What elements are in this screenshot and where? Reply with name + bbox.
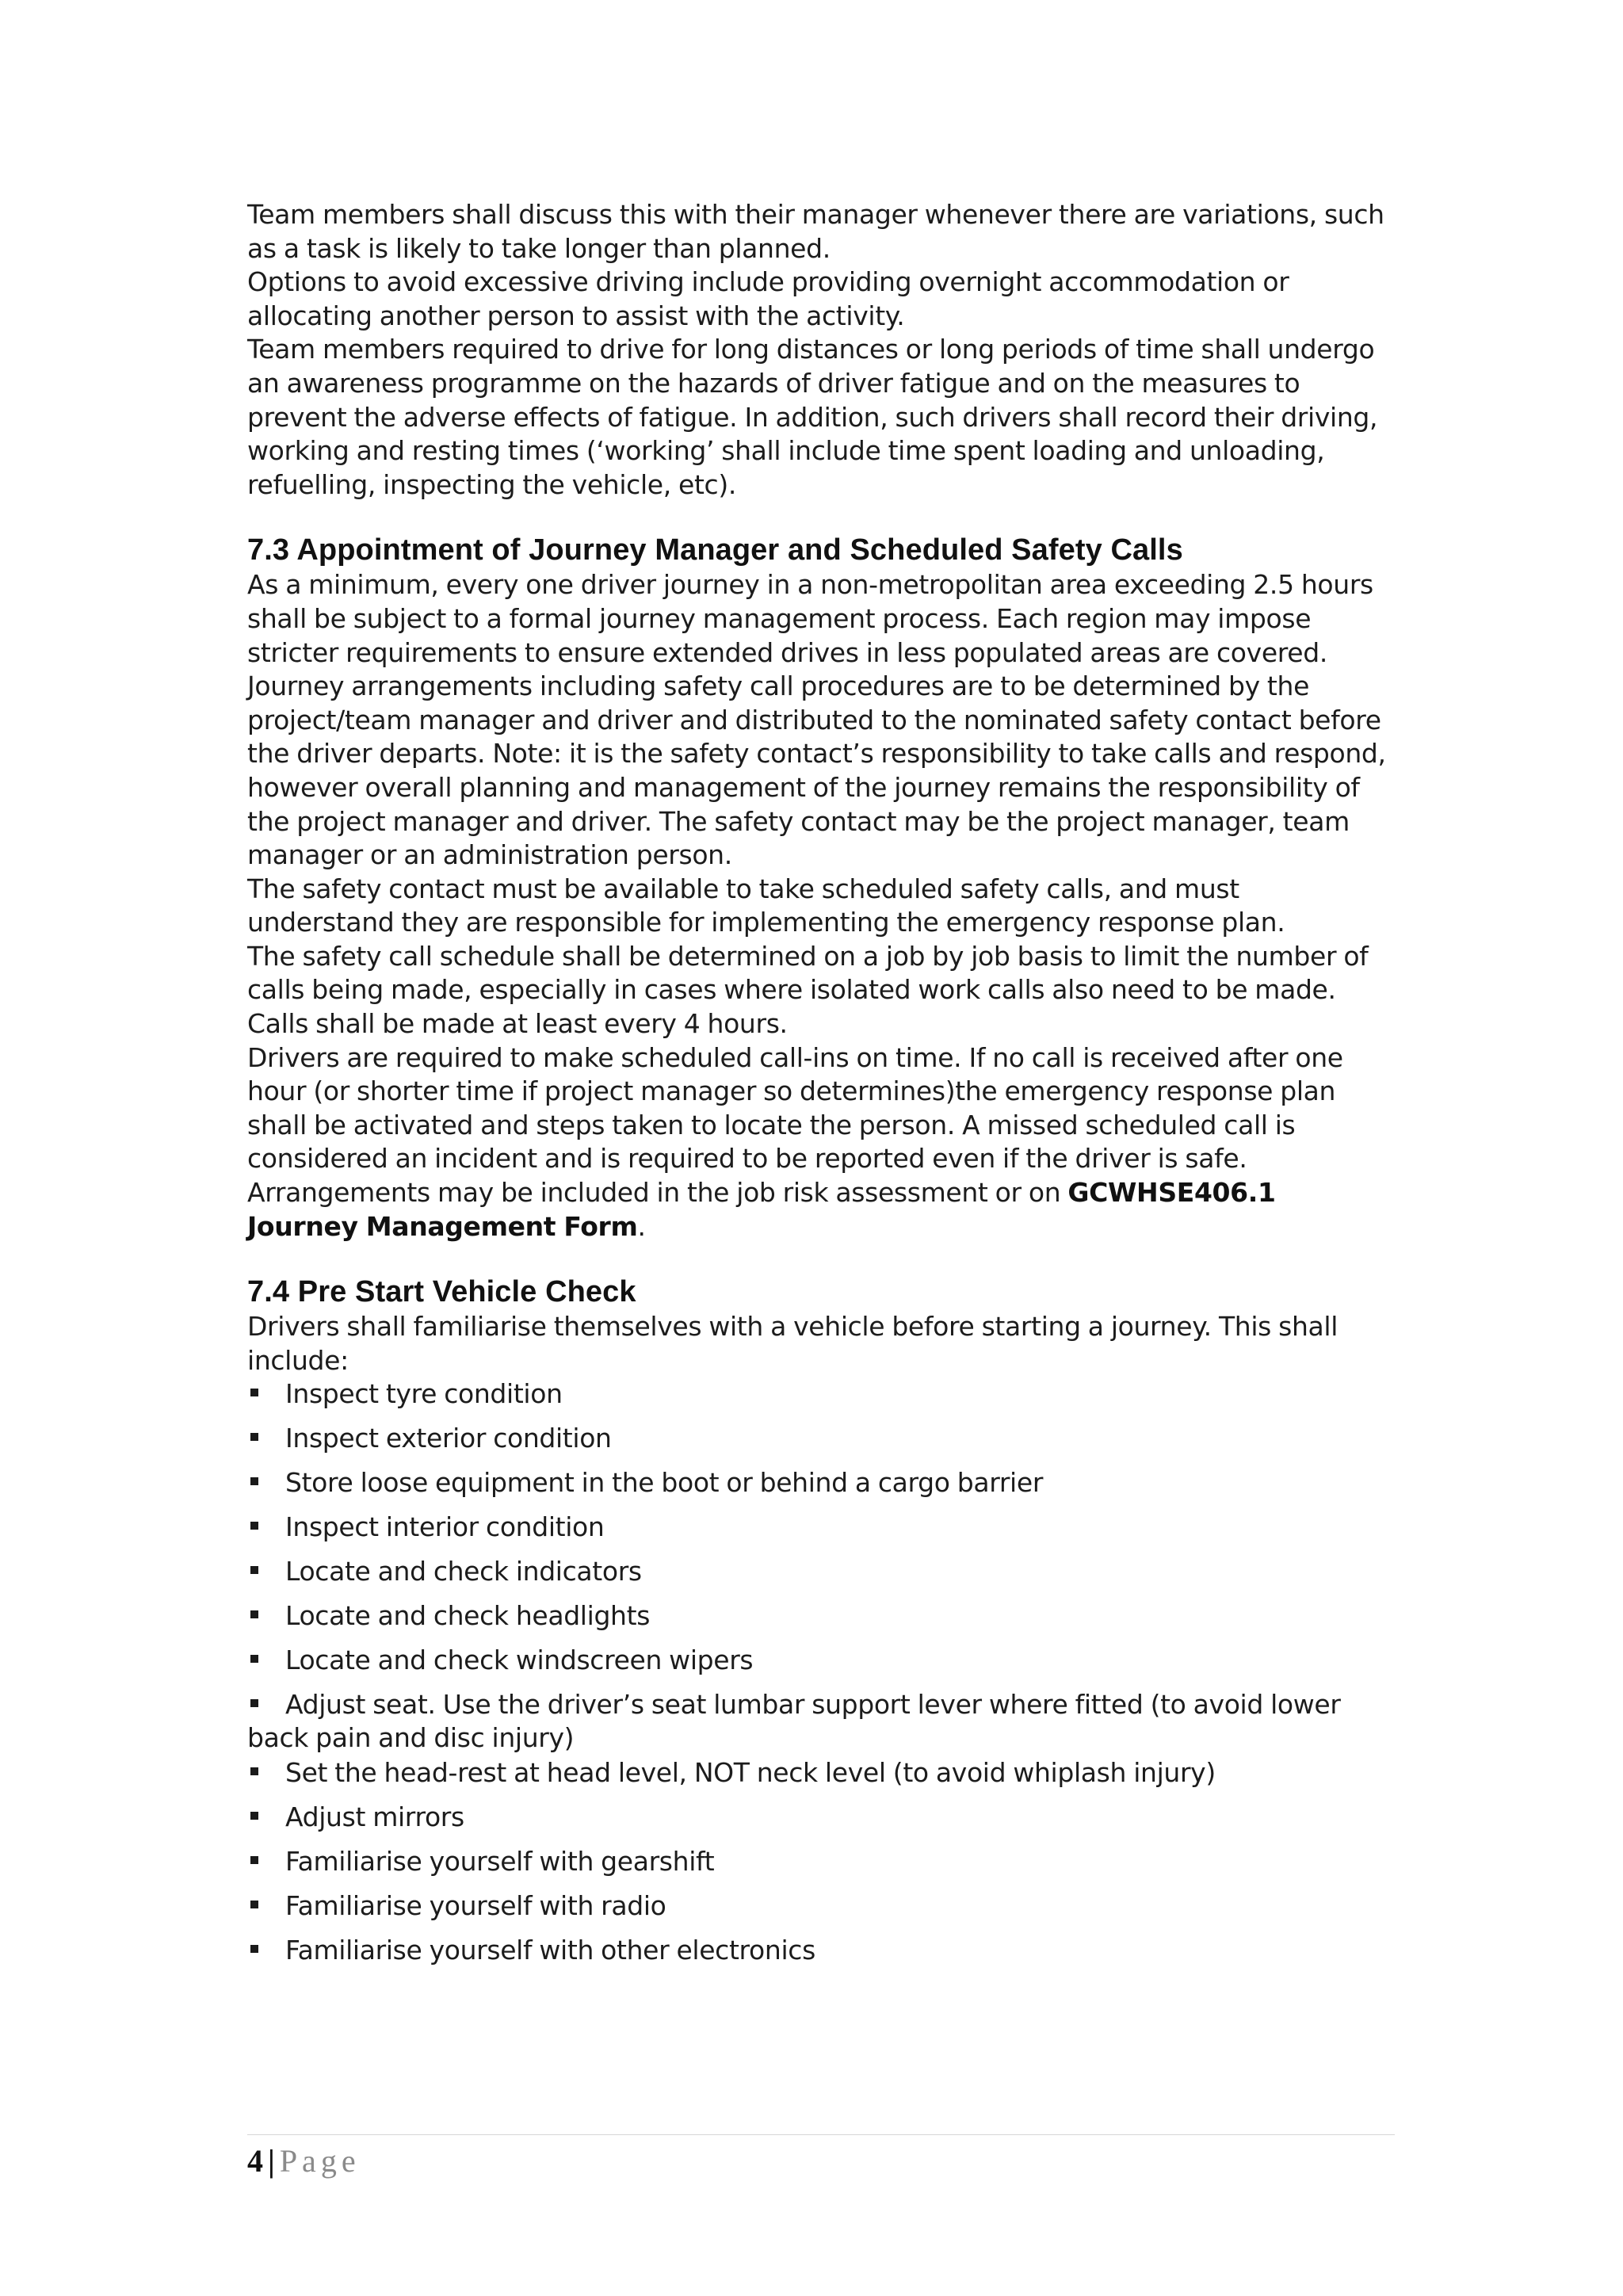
bullet-icon [250,1945,258,1953]
vehicle-check-list [247,1377,1388,1967]
list-item: Store loose equipment in the boot or behind a cargo barrier [247,1466,1388,1499]
list-item: Familiarise yourself with radio [247,1889,1388,1923]
paragraph-call-schedule: The safety call schedule shall be determined on a job by job basis to limit the number of calls being made, especially in cases where isolated work calls also need to be made. Calls shall be made at least every 4 hours. [247,940,1369,1040]
paragraph-call-ins: Drivers are required to make scheduled call-ins on time. If no call is received after one hour (or shorter time if project manager so determines)the emergency response plan shall be activated and steps taken to locate the person. A missed scheduled call is considered an incident and is required to be reported even if the driver is safe. [247,1041,1343,1175]
list-item: Familiarise yourself with gearshift [247,1845,1388,1878]
paragraph-arrangements [247,1176,1388,1244]
paragraph-vehicle-intro: Drivers shall familiarise themselves with a vehicle before starting a journey. This shall include: [247,1311,1338,1376]
bullet-icon [250,1901,258,1908]
list-item: Locate and check windscreen wipers [247,1644,1388,1677]
arrangements-text: Arrangements may be included in the job risk assessment or on [247,1177,1068,1209]
section-heading-7-3: 7.3 Appointment of Journey Manager and Scheduled Safety Calls [247,533,1183,567]
document-body [247,198,1388,1978]
list-item: Set the head-rest at head level, NOT neck level (to avoid whiplash injury) [247,1756,1388,1790]
paragraph-minimum: As a minimum, every one driver journey in a non-metropolitan area exceeding 2.5 hours shall be subject to a formal journey management process. Each region may impose stricter requirements to ensure extended drives in less populated areas are covered. [247,569,1373,668]
list-item: Inspect interior condition [247,1511,1388,1544]
bullet-icon [250,1610,258,1618]
bullet-icon [250,1389,258,1396]
paragraph-journey-arrangements: Journey arrangements including safety call procedures are to be determined by the project/team manager and driver and distributed to the nominated safety contact before the driver departs. Note: it is the safety contact’s responsibility to take calls and respond, however overall planning and management of the journey remains the responsibility of the project manager and driver. The safety contact may be the project manager, team manager or an administration person. [247,670,1386,871]
paragraph-variations: Team members shall discuss this with their manager whenever there are variations, such as a task is likely to take longer than planned. [247,199,1384,264]
list-item: Locate and check headlights [247,1599,1388,1633]
paragraph-options: Options to avoid excessive driving include providing overnight accommodation or allocating another person to assist with the activity. [247,266,1289,331]
page-number: 4 [247,2143,263,2179]
arrangements-end: . [637,1210,646,1242]
paragraph-safety-contact: The safety contact must be available to take scheduled safety calls, and must understand they are responsible for implementing the emergency response plan. [247,873,1285,938]
bullet-icon [250,1767,258,1775]
bullet-icon [250,1433,258,1441]
bullet-icon [250,1477,258,1485]
list-item: Familiarise yourself with other electronics [247,1934,1388,1967]
bullet-icon [250,1699,258,1707]
bullet-icon [250,1522,258,1530]
list-item: Inspect tyre condition [247,1377,1388,1411]
bullet-icon [250,1812,258,1820]
list-item: Locate and check indicators [247,1555,1388,1588]
bullet-icon [250,1856,258,1864]
footer-separator: | [268,2143,275,2179]
bullet-icon [250,1566,258,1574]
page-label: Page [279,2143,361,2179]
list-item: Adjust seat. Use the driver’s seat lumbar support lever where fitted (to avoid lower back pain and disc injury) [247,1689,1341,1754]
paragraph-fatigue: Team members required to drive for long distances or long periods of time shall undergo an awareness programme on the hazards of driver fatigue and on the measures to prevent the adverse effects of fatigue. In addition, such drivers shall record their driving, working and resting times (‘working’ shall include time spent loading and unloading, refuelling, inspecting the vehicle, etc). [247,334,1378,500]
page-footer [247,2142,361,2180]
footer-divider [247,2134,1395,2135]
bullet-icon [250,1655,258,1663]
list-item: Inspect exterior condition [247,1422,1388,1455]
section-heading-7-4: 7.4 Pre Start Vehicle Check [247,1275,636,1309]
list-item: Adjust mirrors [247,1801,1388,1834]
form-reference: GCWHSE406.1 Journey Management Form [247,1177,1276,1242]
